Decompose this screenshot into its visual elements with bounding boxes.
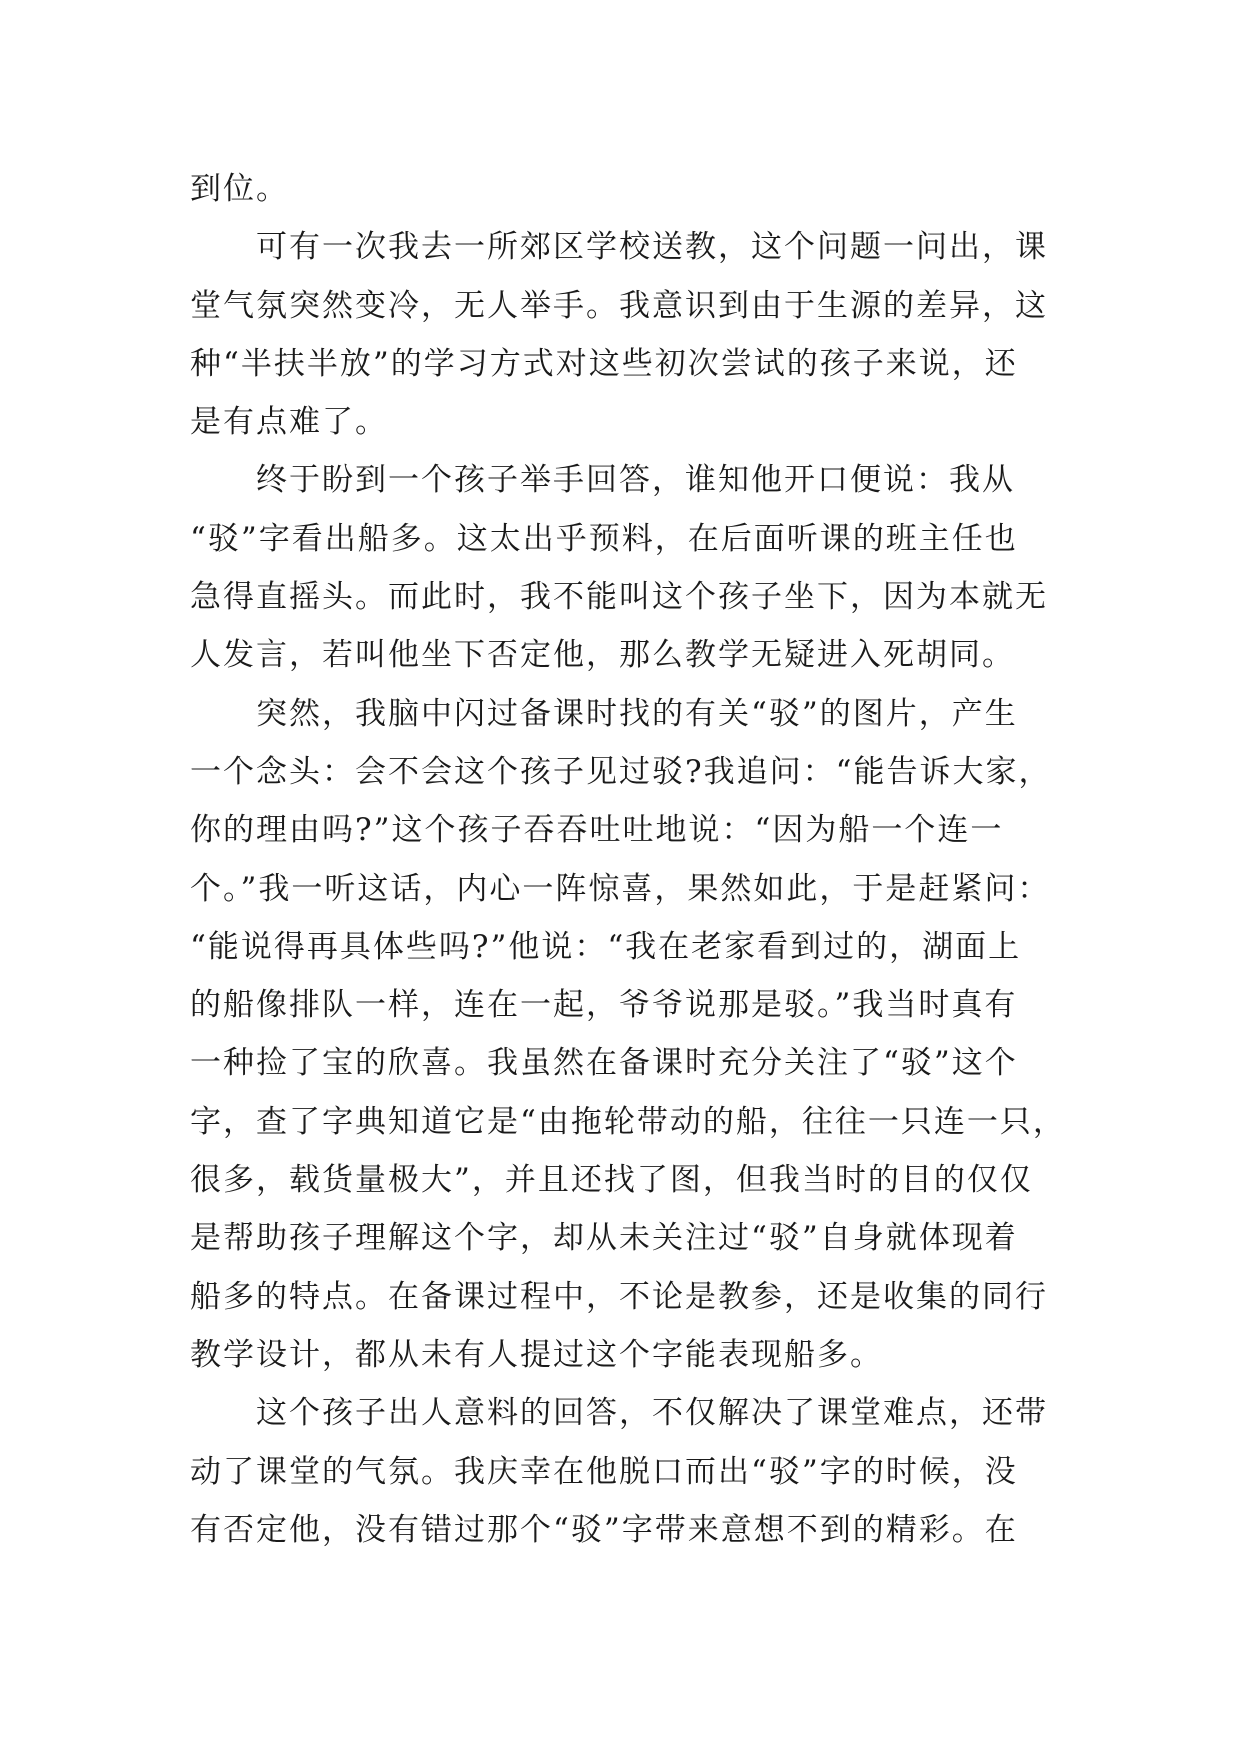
text-line: 个。”我一听这话，内心一阵惊喜，果然如此，于是赶紧问： xyxy=(190,870,1051,907)
paragraph-first-line: 突然，我脑中闪过备课时找的有关“驳”的图片，产生 xyxy=(256,695,1018,732)
text-line: “驳”字看出船多。这太出乎预料，在后面听课的班主任也 xyxy=(190,520,1018,557)
text-line: 字，查了字典知道它是“由拖轮带动的船，往往一只连一只， xyxy=(190,1103,1066,1140)
paragraph-first-line: 可有一次我去一所郊区学校送教，这个问题一问出，课 xyxy=(256,229,1048,266)
text-line: 一种捡了宝的欣喜。我虽然在备课时充分关注了“驳”这个 xyxy=(190,1045,1018,1082)
text-line: 船多的特点。在备课过程中，不论是教参，还是收集的同行 xyxy=(190,1278,1048,1315)
text-line: 急得直摇头。而此时，我不能叫这个孩子坐下，因为本就无 xyxy=(190,579,1048,616)
text-line: 动了课堂的气氛。我庆幸在他脱口而出“驳”字的时候，没 xyxy=(190,1453,1018,1490)
paragraph-first-line: 这个孩子出人意料的回答，不仅解决了课堂难点，还带 xyxy=(256,1395,1048,1432)
paragraph-first-line: 终于盼到一个孩子举手回答，谁知他开口便说：我从 xyxy=(256,462,1015,499)
text-line: 种“半扶半放”的学习方式对这些初次尝试的孩子来说，还 xyxy=(190,345,1018,382)
text-line: 很多，载货量极大”，并且还找了图，但我当时的目的仅仅 xyxy=(190,1162,1033,1199)
text-line: 堂气氛突然变冷，无人举手。我意识到由于生源的差异，这 xyxy=(190,287,1048,324)
text-line: 你的理由吗?”这个孩子吞吞吐吐地说：“因为船一个连一 xyxy=(190,812,1004,849)
text-line: 是帮助孩子理解这个字，却从未关注过“驳”自身就体现着 xyxy=(190,1220,1018,1257)
text-line: 有否定他，没有错过那个“驳”字带来意想不到的精彩。在 xyxy=(190,1511,1018,1548)
body-text xyxy=(190,160,1090,1559)
text-line: 一个念头：会不会这个孩子见过驳?我追问：“能告诉大家， xyxy=(190,753,1052,790)
text-line: 是有点难了。 xyxy=(190,404,388,441)
text-line: “能说得再具体些吗?”他说：“我在老家看到过的，湖面上 xyxy=(190,928,1022,965)
text-line: 教学设计，都从未有人提过这个字能表现船多。 xyxy=(190,1336,883,1373)
text-line: 的船像排队一样，连在一起，爷爷说那是驳。”我当时真有 xyxy=(190,987,1018,1024)
text-line: 人发言，若叫他坐下否定他，那么教学无疑进入死胡同。 xyxy=(190,637,1015,674)
text-line: 到位。 xyxy=(190,171,289,207)
